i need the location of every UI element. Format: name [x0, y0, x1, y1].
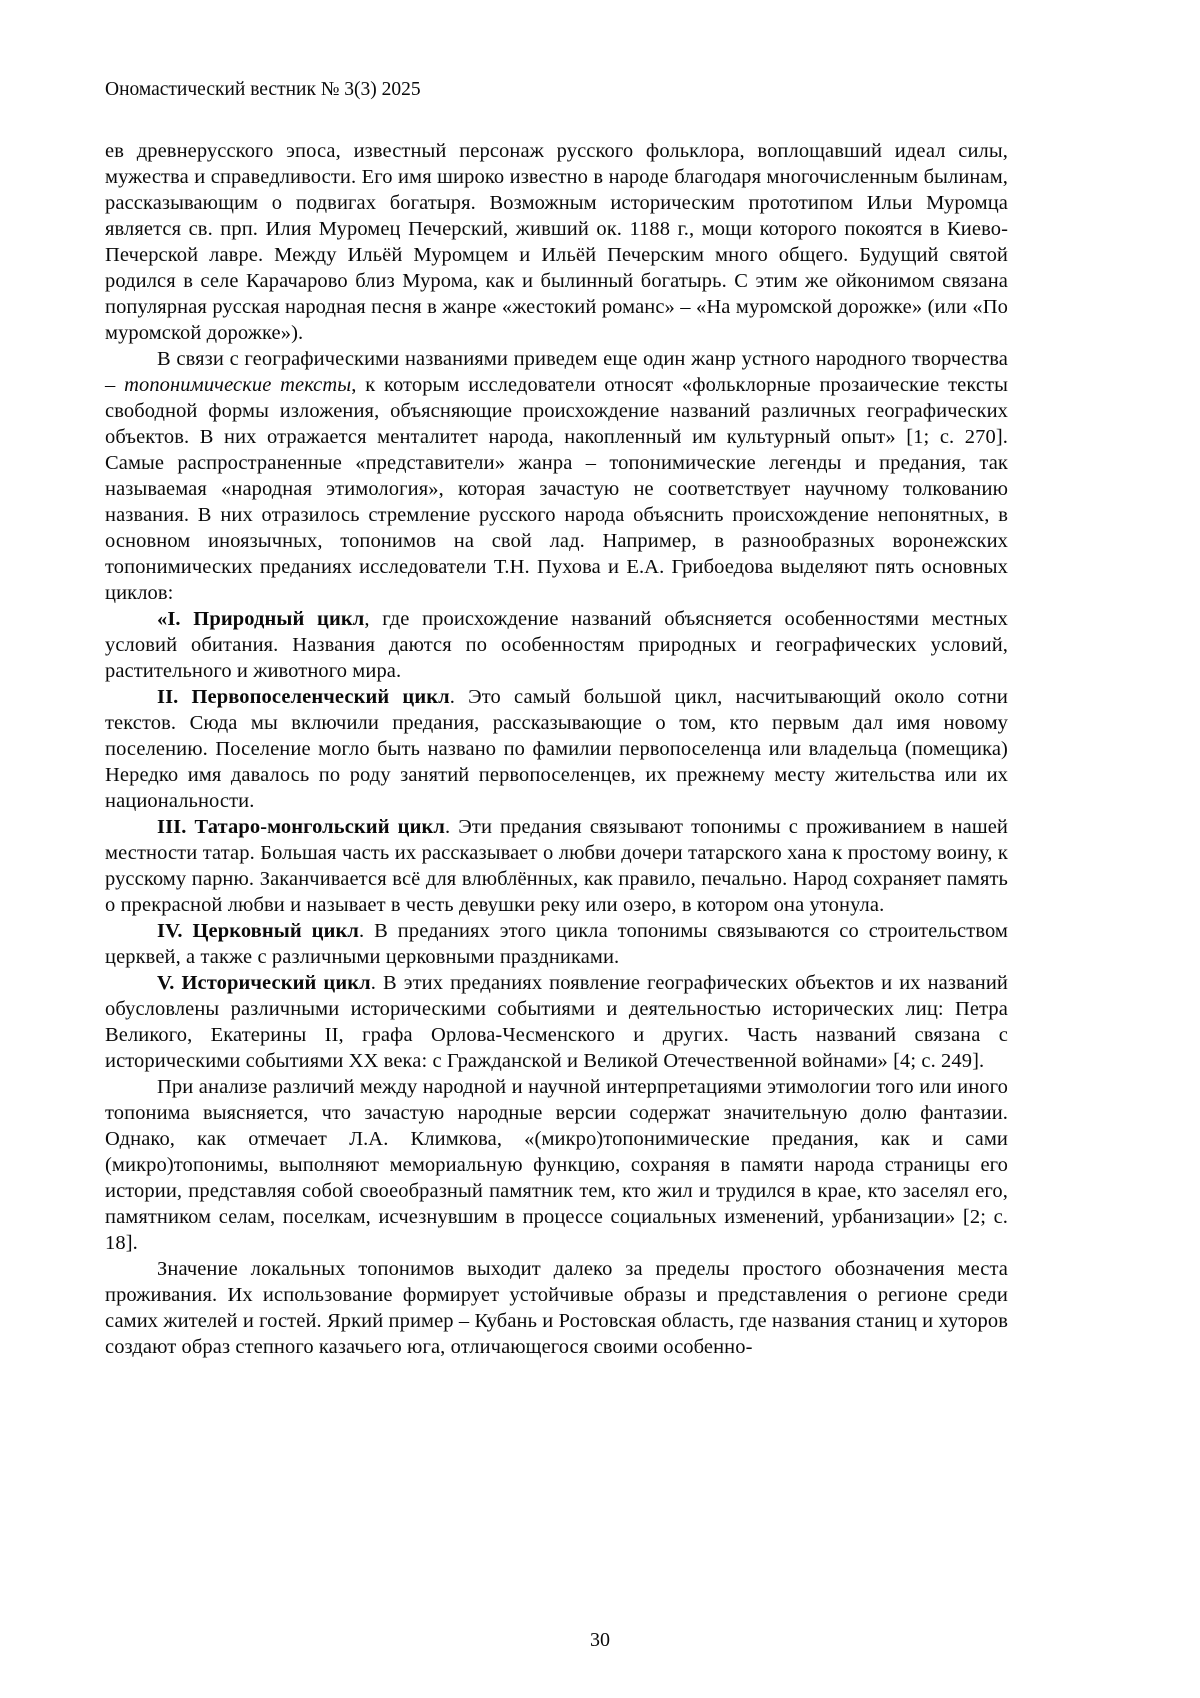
running-header: Ономастический вестник № 3(3) 2025 — [105, 79, 421, 100]
body-paragraph — [105, 1256, 1008, 1360]
body-paragraph — [105, 684, 1008, 814]
page-number: 30 — [590, 1629, 610, 1651]
bold-run: V. Исторический цикл — [157, 972, 371, 994]
text-run: , где происхождение названий объясняется особенностями местных условий обитания. Названия даются по особенностям природных и географических условий, растительного и животного мира. — [105, 608, 1008, 682]
bold-run: «I. Природный цикл — [157, 608, 365, 630]
text-run: При анализе различий между народной и научной интерпретациями этимологии того или иного топонима выясняется, что зачастую народные версии содержат значительную долю фантазии. Однако, как отмечает Л.А. Климкова, «(микро)топонимические предания, как и сами (микро)топонимы, выполняют мемориальную функцию, сохраняя в памяти народа страницы его истории, представляя собой своеобразный памятник тем, кто жил и трудился в крае, кто заселял его, памятником селам, поселкам, исчезнувшим в процессе социальных изменений, урбанизации» [2; с. 18]. — [105, 1076, 1008, 1254]
text-run: . В преданиях этого цикла топонимы связываются со строительством церквей, а также с различными церковными праздниками. — [105, 920, 1008, 968]
text-run: Значение локальных топонимов выходит далеко за пределы простого обозначения места проживания. Их использование формирует устойчивые образы и представления о регионе среди самих жителей и гостей. Яркий пример – Кубань и Ростовская область, где названия станиц и хуторов создают образ степного казачьего юга, отличающегося своими особенно- — [105, 1258, 1008, 1358]
text-run: . Это самый большой цикл, насчитывающий около сотни текстов. Сюда мы включили предания, рассказывающие о том, кто первым дал имя новому поселению. Поселение могло быть названо по фамилии первопоселенца или владельца (помещика) Нередко имя давалось по роду занятий первопоселенцев, их прежнему месту жительства или их национальности. — [105, 686, 1008, 812]
bold-run: III. Татаро-монгольский цикл — [157, 816, 445, 838]
body-paragraph — [105, 346, 1008, 606]
text-run: , к которым исследователи относят «фольклорные прозаические тексты свободной формы изложения, объясняющие происхождение названий различных географических объектов. В них отражается менталитет народа, накопленный им культурный опыт» [1; с. 270]. Самые распространенные «представители» жанра – топонимические легенды и предания, так называемая «народная этимология», которая зачастую не соответствует научному толкованию названия. В них отразилось стремление русского народа объяснить происхождение непонятных, в основном иноязычных, топонимов на свой лад. Например, в разнообразных воронежских топонимических преданиях исследователи Т.Н. Пухова и Е.А. Грибоедова выделяют пять основных циклов: — [105, 374, 1009, 604]
body-paragraph — [105, 814, 1008, 918]
text-run: ев древнерусского эпоса, известный персонаж русского фольклора, воплощавший идеал силы, мужества и справедливости. Его имя широко известно в народе благодаря многочисленным былинам, рассказывающим о подвигах богатыря. Возможным историческим прототипом Ильи Муромца является св. прп. Илия Муромец Печерский, живший ок. 1188 г., мощи которого покоятся в Киево-Печерской лавре. Между Ильёй Муромцем и Ильёй Печерским много общего. Будущий святой родился в селе Карачарово близ Мурома, как и былинный богатырь. С этим же ойконимом связана популярная русская народная песня в жанре «жестокий романс» – «На муромской дорожке» (или «По муромской дорожке»). — [105, 140, 1008, 344]
body-paragraph — [105, 138, 1008, 346]
body-paragraph — [105, 970, 1008, 1074]
body-paragraph — [105, 1074, 1008, 1256]
body-paragraph — [105, 606, 1008, 684]
italic-run: топонимические тексты — [124, 374, 352, 396]
text-run: В связи с географическими названиями приведем еще один жанр устного народного творчества – — [105, 348, 1008, 396]
text-run: . Эти предания связывают топонимы с проживанием в нашей местности татар. Большая часть их рассказывает о любви дочери татарского хана к простому воину, к русскому парню. Заканчивается всё для влюблённых, как правило, печально. Народ сохраняет память о прекрасной любви и называет в честь девушки реку или озеро, в котором она утонула. — [105, 816, 1008, 916]
article-body — [105, 138, 1008, 1360]
body-paragraph — [105, 918, 1008, 970]
bold-run: IV. Церковный цикл — [157, 920, 360, 942]
bold-run: II. Первопоселенческий цикл — [157, 686, 450, 708]
text-run: . В этих преданиях появление географических объектов и их названий обусловлены различными историческими событиями и деятельностью исторических лиц: Петра Великого, Екатерины II, графа Орлова-Чесменского и других. Часть названий связана с историческими событиями XX века: с Гражданской и Великой Отечественной войнами» [4; с. 249]. — [105, 972, 1008, 1072]
